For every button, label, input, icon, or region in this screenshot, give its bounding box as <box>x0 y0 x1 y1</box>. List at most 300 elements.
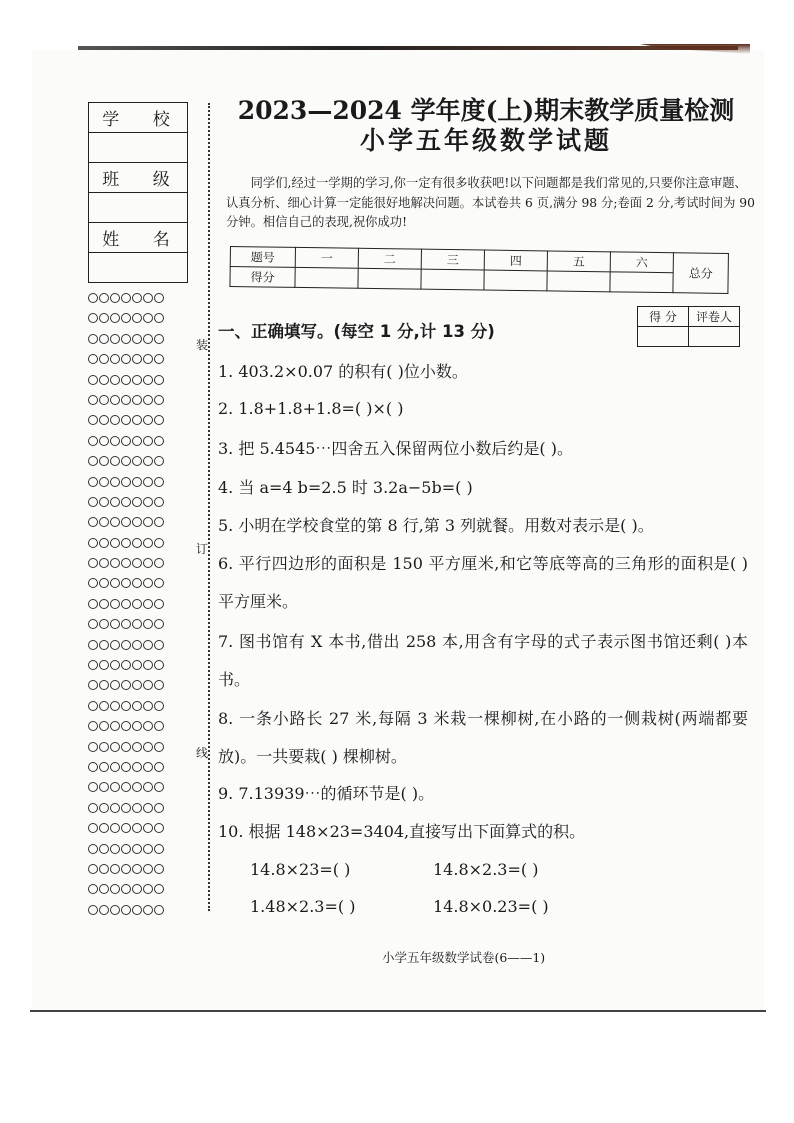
answer-bubble[interactable] <box>132 742 142 752</box>
answer-bubble[interactable] <box>132 640 142 650</box>
answer-bubble[interactable] <box>110 660 120 670</box>
answer-bubble[interactable] <box>88 660 98 670</box>
answer-bubble[interactable] <box>154 742 164 752</box>
exam-title: 2023—2024 学年度(上)期末教学质量检测 <box>237 96 735 125</box>
answer-bubble[interactable] <box>88 823 98 833</box>
score-col-4: 四 <box>484 250 547 271</box>
grader-name-label: 评卷人 <box>689 307 740 327</box>
student-info-box <box>88 102 188 283</box>
answer-bubble[interactable] <box>143 497 153 507</box>
bubble-row <box>88 717 188 737</box>
answer-bubble[interactable] <box>88 517 98 527</box>
answer-bubble[interactable] <box>132 701 142 711</box>
answer-bubble[interactable] <box>99 884 109 894</box>
answer-bubble[interactable] <box>154 782 164 792</box>
binding-mark-xian: 线 <box>196 746 209 760</box>
answer-bubble[interactable] <box>110 497 120 507</box>
answer-bubble[interactable] <box>88 558 98 568</box>
answer-bubble[interactable] <box>88 293 98 303</box>
answer-bubble[interactable] <box>121 477 131 487</box>
answer-bubble[interactable] <box>110 293 120 303</box>
answer-bubble[interactable] <box>110 803 120 813</box>
answer-bubble[interactable] <box>132 477 142 487</box>
answer-bubble[interactable] <box>143 884 153 894</box>
answer-bubble[interactable] <box>110 354 120 364</box>
bubble-row <box>88 880 188 900</box>
question-5: 5. 小明在学校食堂的第 8 行,第 3 列就餐。用数对表示是( )。 <box>218 516 654 535</box>
bubble-row <box>88 554 188 574</box>
answer-bubble[interactable] <box>110 578 120 588</box>
answer-bubble[interactable] <box>121 538 131 548</box>
answer-bubble[interactable] <box>154 456 164 466</box>
bubble-row <box>88 901 188 921</box>
answer-bubble[interactable] <box>154 477 164 487</box>
bubble-row <box>88 309 188 329</box>
answer-bubble[interactable] <box>121 619 131 629</box>
answer-bubble[interactable] <box>154 823 164 833</box>
answer-bubble[interactable] <box>99 375 109 385</box>
score-col-2: 二 <box>358 248 421 269</box>
question-7: 7. 图书馆有 X 本书,借出 258 本,用含有字母的式子表示图书馆还剩( )本书。 <box>218 632 748 689</box>
question-4: 4. 当 a=4 b=2.5 时 3.2a−5b=( ) <box>218 478 473 497</box>
answer-bubble[interactable] <box>121 599 131 609</box>
answer-bubble[interactable] <box>132 395 142 405</box>
page-footer: 小学五年级数学试卷(6——1) <box>382 950 546 965</box>
bubble-row <box>88 411 188 431</box>
score-col-3: 三 <box>421 249 484 270</box>
answer-bubble[interactable] <box>110 395 120 405</box>
grader-score-cell[interactable] <box>638 327 689 347</box>
answer-bubble[interactable] <box>143 782 153 792</box>
bubble-row <box>88 330 188 350</box>
answer-bubble[interactable] <box>154 640 164 650</box>
sub-calc-2: 14.8×2.3=( ) <box>433 860 539 879</box>
answer-bubble[interactable] <box>132 415 142 425</box>
answer-bubble[interactable] <box>132 375 142 385</box>
answer-bubble[interactable] <box>154 334 164 344</box>
answer-bubble[interactable] <box>88 680 98 690</box>
answer-bubble[interactable] <box>143 905 153 915</box>
answer-bubble[interactable] <box>110 844 120 854</box>
answer-bubble[interactable] <box>154 660 164 670</box>
answer-bubble[interactable] <box>132 884 142 894</box>
answer-bubble[interactable] <box>143 293 153 303</box>
answer-bubble[interactable] <box>88 415 98 425</box>
bubble-row <box>88 636 188 656</box>
answer-bubble[interactable] <box>143 313 153 323</box>
answer-bubble[interactable] <box>121 497 131 507</box>
answer-bubble[interactable] <box>143 395 153 405</box>
answer-bubble[interactable] <box>88 640 98 650</box>
answer-bubble[interactable] <box>154 864 164 874</box>
question-6: 6. 平行四边形的面积是 150 平方厘米,和它等底等高的三角形的面积是( )平方厘米。 <box>218 554 748 611</box>
score-cell[interactable] <box>358 268 421 289</box>
answer-bubble-grid <box>88 289 188 921</box>
score-cell[interactable] <box>421 269 484 290</box>
answer-bubble[interactable] <box>143 721 153 731</box>
bubble-row <box>88 534 188 554</box>
answer-bubble[interactable] <box>99 558 109 568</box>
answer-bubble[interactable] <box>110 701 120 711</box>
answer-bubble[interactable] <box>121 354 131 364</box>
answer-bubble[interactable] <box>154 844 164 854</box>
question-3: 3. 把 5.4545⋯四舍五入保留两位小数后约是( )。 <box>218 439 573 458</box>
answer-bubble[interactable] <box>110 313 120 323</box>
answer-bubble[interactable] <box>88 395 98 405</box>
answer-bubble[interactable] <box>121 844 131 854</box>
answer-bubble[interactable] <box>99 334 109 344</box>
score-cell[interactable] <box>547 271 610 292</box>
answer-bubble[interactable] <box>88 721 98 731</box>
bubble-row <box>88 493 188 513</box>
class-field[interactable] <box>89 193 187 223</box>
question-2: 2. 1.8+1.8+1.8=( )×( ) <box>218 399 404 418</box>
answer-bubble[interactable] <box>110 538 120 548</box>
answer-bubble[interactable] <box>121 375 131 385</box>
answer-bubble[interactable] <box>154 701 164 711</box>
answer-bubble[interactable] <box>143 742 153 752</box>
answer-bubble[interactable] <box>88 762 98 772</box>
answer-bubble[interactable] <box>110 742 120 752</box>
answer-bubble[interactable] <box>132 538 142 548</box>
answer-bubble[interactable] <box>132 844 142 854</box>
answer-bubble[interactable] <box>143 640 153 650</box>
bubble-row <box>88 697 188 717</box>
answer-bubble[interactable] <box>99 354 109 364</box>
answer-bubble[interactable] <box>88 538 98 548</box>
answer-bubble[interactable] <box>99 599 109 609</box>
answer-bubble[interactable] <box>121 742 131 752</box>
answer-bubble[interactable] <box>99 721 109 731</box>
answer-bubble[interactable] <box>154 313 164 323</box>
answer-bubble[interactable] <box>121 864 131 874</box>
question-1: 1. 403.2×0.07 的积有( )位小数。 <box>218 362 468 381</box>
bubble-row <box>88 289 188 309</box>
score-cell[interactable] <box>484 270 547 291</box>
answer-bubble[interactable] <box>110 558 120 568</box>
sub-calc-4: 14.8×0.23=( ) <box>433 897 549 916</box>
answer-bubble[interactable] <box>99 762 109 772</box>
answer-bubble[interactable] <box>143 558 153 568</box>
answer-bubble[interactable] <box>154 905 164 915</box>
answer-bubble[interactable] <box>88 742 98 752</box>
binding-dotted-line <box>208 103 210 911</box>
answer-bubble[interactable] <box>99 864 109 874</box>
answer-bubble[interactable] <box>121 334 131 344</box>
answer-bubble[interactable] <box>143 436 153 446</box>
answer-bubble[interactable] <box>110 640 120 650</box>
answer-bubble[interactable] <box>121 558 131 568</box>
answer-bubble[interactable] <box>143 864 153 874</box>
answer-bubble[interactable] <box>132 905 142 915</box>
answer-bubble[interactable] <box>110 680 120 690</box>
answer-bubble[interactable] <box>154 375 164 385</box>
answer-bubble[interactable] <box>99 538 109 548</box>
answer-bubble[interactable] <box>154 395 164 405</box>
answer-bubble[interactable] <box>110 782 120 792</box>
sub-calc-1: 14.8×23=( ) <box>250 860 351 879</box>
answer-bubble[interactable] <box>110 436 120 446</box>
grader-table <box>637 306 740 347</box>
answer-bubble[interactable] <box>143 456 153 466</box>
answer-bubble[interactable] <box>154 517 164 527</box>
answer-bubble[interactable] <box>110 517 120 527</box>
bubble-row <box>88 656 188 676</box>
answer-bubble[interactable] <box>154 884 164 894</box>
answer-bubble[interactable] <box>99 782 109 792</box>
answer-bubble[interactable] <box>99 619 109 629</box>
binding-mark-ding: 订 <box>196 542 209 556</box>
answer-bubble[interactable] <box>99 456 109 466</box>
score-row-label: 得分 <box>230 267 295 288</box>
bubble-row <box>88 860 188 880</box>
answer-bubble[interactable] <box>99 701 109 711</box>
answer-bubble[interactable] <box>88 619 98 629</box>
bubble-row <box>88 452 188 472</box>
answer-bubble[interactable] <box>88 599 98 609</box>
section-heading: 一、正确填写。(每空 1 分,计 13 分) <box>218 322 495 341</box>
answer-bubble[interactable] <box>121 905 131 915</box>
answer-bubble[interactable] <box>121 762 131 772</box>
answer-bubble[interactable] <box>121 293 131 303</box>
answer-bubble[interactable] <box>110 721 120 731</box>
bubble-row <box>88 819 188 839</box>
answer-bubble[interactable] <box>132 313 142 323</box>
bubble-row <box>88 595 188 615</box>
answer-bubble[interactable] <box>132 517 142 527</box>
answer-bubble[interactable] <box>99 395 109 405</box>
answer-bubble[interactable] <box>132 293 142 303</box>
answer-bubble[interactable] <box>99 436 109 446</box>
answer-bubble[interactable] <box>121 803 131 813</box>
answer-bubble[interactable] <box>99 680 109 690</box>
sub-calc-3: 1.48×2.3=( ) <box>250 897 356 916</box>
answer-bubble[interactable] <box>132 803 142 813</box>
answer-bubble[interactable] <box>154 578 164 588</box>
answer-bubble[interactable] <box>88 701 98 711</box>
answer-bubble[interactable] <box>88 497 98 507</box>
answer-bubble[interactable] <box>143 701 153 711</box>
answer-bubble[interactable] <box>132 680 142 690</box>
answer-bubble[interactable] <box>99 415 109 425</box>
answer-bubble[interactable] <box>88 782 98 792</box>
answer-bubble[interactable] <box>132 823 142 833</box>
answer-bubble[interactable] <box>121 660 131 670</box>
grader-score-label: 得 分 <box>638 307 689 327</box>
answer-bubble[interactable] <box>132 456 142 466</box>
bubble-row <box>88 676 188 696</box>
answer-bubble[interactable] <box>88 578 98 588</box>
school-field[interactable] <box>89 133 187 163</box>
answer-bubble[interactable] <box>110 375 120 385</box>
scan-top-edge <box>78 46 738 50</box>
scan-bottom-edge <box>30 1010 766 1012</box>
answer-bubble[interactable] <box>99 803 109 813</box>
answer-bubble[interactable] <box>99 517 109 527</box>
score-cell[interactable] <box>295 267 358 288</box>
bubble-row <box>88 350 188 370</box>
answer-bubble[interactable] <box>110 599 120 609</box>
answer-bubble[interactable] <box>121 782 131 792</box>
bubble-row <box>88 432 188 452</box>
answer-bubble[interactable] <box>110 477 120 487</box>
answer-bubble[interactable] <box>121 721 131 731</box>
bubble-row <box>88 840 188 860</box>
answer-bubble[interactable] <box>132 599 142 609</box>
answer-bubble[interactable] <box>132 721 142 731</box>
bubble-row <box>88 615 188 635</box>
answer-bubble[interactable] <box>121 578 131 588</box>
bubble-row <box>88 371 188 391</box>
binding-mark-zhuang: 装 <box>196 338 209 352</box>
question-10: 10. 根据 148×23=3404,直接写出下面算式的积。 <box>218 822 586 841</box>
answer-bubble[interactable] <box>143 844 153 854</box>
answer-bubble[interactable] <box>99 905 109 915</box>
answer-bubble[interactable] <box>154 538 164 548</box>
answer-bubble[interactable] <box>99 823 109 833</box>
answer-bubble[interactable] <box>88 375 98 385</box>
score-col-6: 六 <box>610 252 673 273</box>
answer-bubble[interactable] <box>110 864 120 874</box>
answer-bubble[interactable] <box>110 823 120 833</box>
answer-bubble[interactable] <box>121 884 131 894</box>
answer-bubble[interactable] <box>88 884 98 894</box>
answer-bubble[interactable] <box>132 864 142 874</box>
answer-bubble[interactable] <box>143 354 153 364</box>
answer-bubble[interactable] <box>143 660 153 670</box>
bubble-row <box>88 391 188 411</box>
bubble-row <box>88 574 188 594</box>
score-col-1: 一 <box>295 247 358 268</box>
answer-bubble[interactable] <box>154 599 164 609</box>
answer-bubble[interactable] <box>88 456 98 466</box>
answer-bubble[interactable] <box>121 395 131 405</box>
bubble-row <box>88 778 188 798</box>
answer-bubble[interactable] <box>154 680 164 690</box>
answer-bubble[interactable] <box>132 762 142 772</box>
bubble-row <box>88 473 188 493</box>
answer-bubble[interactable] <box>132 497 142 507</box>
answer-bubble[interactable] <box>88 313 98 323</box>
answer-bubble[interactable] <box>143 619 153 629</box>
answer-bubble[interactable] <box>99 477 109 487</box>
question-9: 9. 7.13939⋯的循环节是( )。 <box>218 784 435 803</box>
name-field[interactable] <box>89 253 187 282</box>
answer-bubble[interactable] <box>88 436 98 446</box>
answer-bubble[interactable] <box>154 497 164 507</box>
answer-bubble[interactable] <box>143 517 153 527</box>
answer-bubble[interactable] <box>88 477 98 487</box>
answer-bubble[interactable] <box>121 415 131 425</box>
score-col-5: 五 <box>547 251 610 272</box>
answer-bubble[interactable] <box>121 680 131 690</box>
answer-bubble[interactable] <box>121 456 131 466</box>
answer-bubble[interactable] <box>143 680 153 690</box>
answer-bubble[interactable] <box>154 415 164 425</box>
answer-bubble[interactable] <box>143 334 153 344</box>
answer-bubble[interactable] <box>143 823 153 833</box>
bubble-row <box>88 758 188 778</box>
exam-intro: 同学们,经过一学期的学习,你一定有很多收获吧!以下问题都是我们常见的,只要你注意审题、认真分析、细心计算一定能很好地解决问题。本试卷共 6 页,满分 98 分;卷面 2 分,考试时间为 90 分钟。相信自己的表现,祝你成功! <box>226 176 755 229</box>
score-cell[interactable] <box>610 272 673 293</box>
answer-bubble[interactable] <box>132 578 142 588</box>
answer-bubble[interactable] <box>154 762 164 772</box>
answer-bubble[interactable] <box>143 375 153 385</box>
answer-bubble[interactable] <box>99 313 109 323</box>
answer-bubble[interactable] <box>110 619 120 629</box>
answer-bubble[interactable] <box>143 599 153 609</box>
answer-bubble[interactable] <box>143 578 153 588</box>
answer-bubble[interactable] <box>99 578 109 588</box>
answer-bubble[interactable] <box>132 660 142 670</box>
answer-bubble[interactable] <box>88 864 98 874</box>
answer-bubble[interactable] <box>143 477 153 487</box>
score-summary-table <box>229 246 729 294</box>
school-label: 学 校 <box>89 103 187 133</box>
answer-bubble[interactable] <box>143 415 153 425</box>
answer-bubble[interactable] <box>88 803 98 813</box>
bubble-row <box>88 799 188 819</box>
answer-bubble[interactable] <box>132 436 142 446</box>
answer-bubble[interactable] <box>154 721 164 731</box>
answer-bubble[interactable] <box>143 538 153 548</box>
answer-bubble[interactable] <box>110 884 120 894</box>
score-table-header-label: 题号 <box>230 247 295 268</box>
score-total-label: 总分 <box>673 253 729 294</box>
answer-bubble[interactable] <box>154 436 164 446</box>
answer-bubble[interactable] <box>154 293 164 303</box>
class-label: 班 级 <box>89 163 187 193</box>
answer-bubble[interactable] <box>121 701 131 711</box>
answer-bubble[interactable] <box>99 742 109 752</box>
grader-name-cell[interactable] <box>689 327 740 347</box>
answer-bubble[interactable] <box>99 660 109 670</box>
answer-bubble[interactable] <box>99 844 109 854</box>
answer-bubble[interactable] <box>110 334 120 344</box>
answer-bubble[interactable] <box>154 354 164 364</box>
answer-bubble[interactable] <box>121 517 131 527</box>
answer-bubble[interactable] <box>132 354 142 364</box>
answer-bubble[interactable] <box>132 782 142 792</box>
answer-bubble[interactable] <box>121 313 131 323</box>
answer-bubble[interactable] <box>110 905 120 915</box>
answer-bubble[interactable] <box>88 354 98 364</box>
answer-bubble[interactable] <box>132 619 142 629</box>
name-label: 姓 名 <box>89 223 187 253</box>
answer-bubble[interactable] <box>99 293 109 303</box>
answer-bubble[interactable] <box>121 436 131 446</box>
answer-bubble[interactable] <box>154 558 164 568</box>
answer-bubble[interactable] <box>88 905 98 915</box>
answer-bubble[interactable] <box>143 762 153 772</box>
answer-bubble[interactable] <box>143 803 153 813</box>
answer-bubble[interactable] <box>99 497 109 507</box>
answer-bubble[interactable] <box>132 334 142 344</box>
bubble-row <box>88 513 188 533</box>
answer-bubble[interactable] <box>132 558 142 568</box>
answer-bubble[interactable] <box>121 640 131 650</box>
answer-bubble[interactable] <box>99 640 109 650</box>
answer-bubble[interactable] <box>121 823 131 833</box>
answer-bubble[interactable] <box>88 844 98 854</box>
answer-bubble[interactable] <box>110 762 120 772</box>
answer-bubble[interactable] <box>154 619 164 629</box>
exam-subtitle: 小学五年级数学试题 <box>359 126 612 155</box>
answer-bubble[interactable] <box>88 334 98 344</box>
answer-bubble[interactable] <box>110 456 120 466</box>
answer-bubble[interactable] <box>110 415 120 425</box>
answer-bubble[interactable] <box>154 803 164 813</box>
